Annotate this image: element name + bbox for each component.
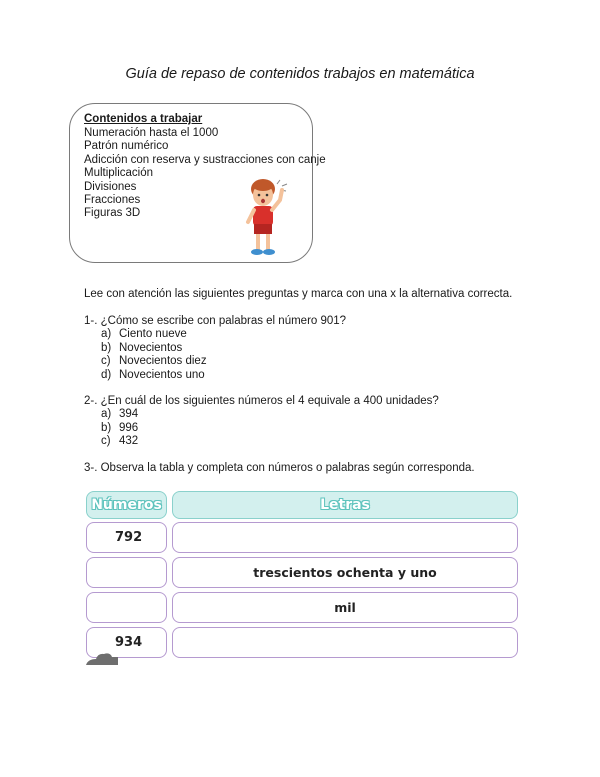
- decorative-shape: [84, 651, 124, 665]
- header-letras: Letras: [172, 491, 518, 519]
- option-2c[interactable]: c) 432: [101, 435, 139, 447]
- contents-heading: Contenidos a trabajar: [84, 113, 203, 125]
- option-1a[interactable]: a) Ciento nueve: [101, 328, 187, 340]
- list-item: Figuras 3D: [84, 207, 141, 220]
- header-numeros: Números: [86, 491, 167, 519]
- number-cell-3[interactable]: [86, 592, 167, 623]
- instructions: Lee con atención las siguientes preguntas y marca con una x la alternativa correcta.: [84, 288, 513, 300]
- boy-illustration: [242, 176, 292, 258]
- question-3: 3-. Observa la tabla y completa con números o palabras según corresponda.: [84, 462, 475, 474]
- page-title: Guía de repaso de contenidos trabajos en matemática: [125, 66, 475, 82]
- option-1c[interactable]: c) Novecientos diez: [101, 355, 207, 367]
- question-2: 2-. ¿En cuál de los siguientes números el 4 equivale a 400 unidades?: [84, 395, 439, 407]
- list-item: Multiplicación: [84, 167, 154, 180]
- list-item: Fracciones: [84, 194, 141, 207]
- words-cell-1[interactable]: [172, 522, 518, 553]
- list-item: Divisiones: [84, 180, 137, 193]
- words-cell-4[interactable]: [172, 627, 518, 658]
- list-item: Patrón numérico: [84, 140, 169, 153]
- list-item: Adicción con reserva y sustracciones con canje: [84, 153, 326, 166]
- words-cell-3[interactable]: mil: [172, 592, 518, 623]
- list-item: Numeración hasta el 1000: [84, 127, 219, 139]
- question-1: 1-. ¿Cómo se escribe con palabras el número 901?: [84, 315, 347, 327]
- option-2a[interactable]: a) 394: [101, 408, 139, 420]
- words-cell-2[interactable]: trescientos ochenta y uno: [172, 557, 518, 588]
- number-cell-1[interactable]: 792: [86, 522, 167, 553]
- number-cell-2[interactable]: [86, 557, 167, 588]
- option-1b[interactable]: b) Novecientos: [101, 342, 183, 354]
- option-1d[interactable]: d) Novecientos uno: [101, 369, 205, 381]
- number-cell-4[interactable]: 934: [86, 627, 167, 658]
- option-2b[interactable]: b) 996: [101, 422, 139, 434]
